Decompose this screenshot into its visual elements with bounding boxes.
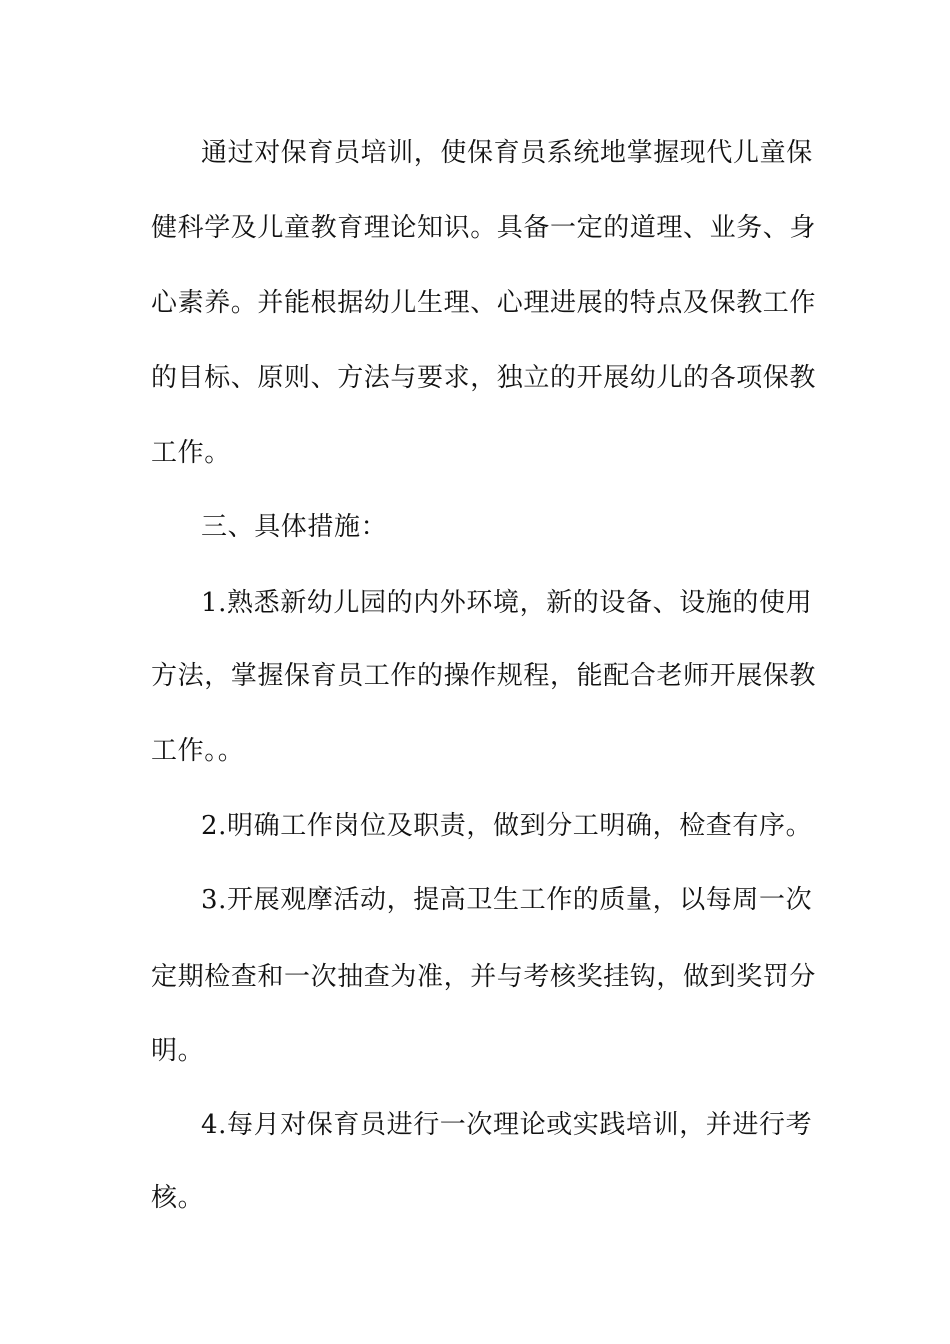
- body-text-line: 心素养。并能根据幼儿生理、心理进展的特点及保教工作: [151, 288, 817, 318]
- list-item-text: 核。: [151, 1183, 205, 1213]
- body-text-line: 工作。: [151, 438, 231, 468]
- list-item-text: 定期检查和一次抽查为准，并与考核奖挂钩，做到奖罚分: [151, 962, 817, 992]
- list-item-text: 明。: [151, 1036, 205, 1066]
- body-text-line: 通过对保育员培训，使保育员系统地掌握现代儿童保: [201, 138, 813, 168]
- body-text-line: 的目标、原则、方法与要求，独立的开展幼儿的各项保教: [151, 363, 817, 393]
- list-item-text: 3.开展观摩活动，提高卫生工作的质量，以每周一次: [201, 885, 813, 915]
- section-heading: 三、具体措施：: [201, 512, 388, 542]
- body-text-line: 健科学及儿童教育理论知识。具备一定的道理、业务、身: [151, 213, 817, 243]
- list-item-text: 4.每月对保育员进行一次理论或实践培训，并进行考: [201, 1110, 813, 1140]
- list-item-text: 1.熟悉新幼儿园的内外环境，新的设备、设施的使用: [201, 588, 813, 618]
- list-item-text: 方法，掌握保育员工作的操作规程，能配合老师开展保教: [151, 661, 817, 691]
- list-item-text: 2.明确工作岗位及职责，做到分工明确，检查有序。: [201, 811, 813, 841]
- list-item-text: 工作。。: [151, 736, 245, 766]
